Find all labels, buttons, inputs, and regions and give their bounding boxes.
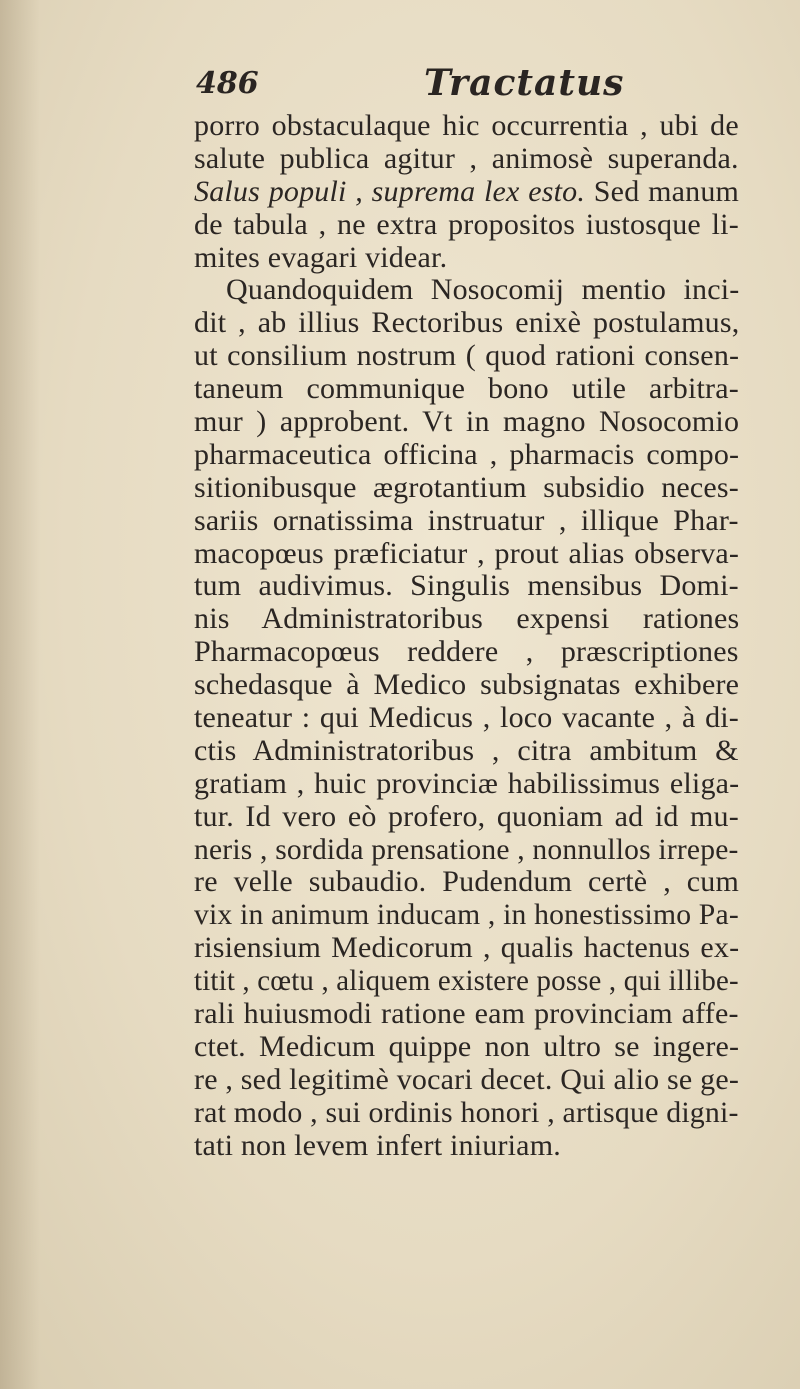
line-text: re velle subaudio. Pudendum certè , cum (194, 865, 740, 899)
text-line (194, 274, 739, 307)
line-text: sariis ornatissima instruatur , illique Phar- (194, 503, 739, 537)
line-text: ctet. Medicum quippe non ultro se ingere- (194, 1029, 740, 1063)
text-line (194, 669, 739, 702)
text-line (194, 472, 739, 505)
body-text (194, 110, 739, 1163)
line-text: tur. Id vero eò profero, quoniam ad id mu- (194, 799, 739, 833)
text-line (194, 373, 739, 406)
text-line (194, 570, 739, 603)
text-line (194, 110, 739, 143)
text-line (194, 735, 739, 768)
line-text: sitionibusque ægrotantium subsidio neces- (194, 470, 740, 504)
page-header (196, 60, 726, 110)
text-line (194, 832, 739, 867)
text-line (194, 406, 739, 439)
binding-shadow (0, 0, 40, 1389)
line-text: re , sed legitimè vocari decet. Qui alio se ge- (194, 1062, 740, 1096)
running-title: Tractatus (424, 62, 625, 104)
line-text: dit , ab illius Rectoribus enixè postulamus, (194, 306, 740, 340)
line-text: Quandoquidem Nosocomij mentio inci- (226, 273, 740, 307)
text-line (194, 898, 739, 932)
line-text: rat modo , sui ordinis honori , artisque digni- (194, 1095, 739, 1129)
line-text: rali huiusmodi ratione eam provinciam affe- (194, 997, 739, 1031)
text-line (194, 768, 739, 801)
italic-quote: Salus populi , suprema lex esto. (194, 174, 586, 208)
line-text: risiensium Medicorum , qualis hactenus ex- (194, 931, 740, 965)
text-line (194, 636, 739, 669)
line-text: taneum communique bono utile arbitra- (194, 372, 739, 406)
line-text: mur ) approbent. Vt in magno Nosocomio (194, 405, 740, 439)
line-text: mites evagari videar. (194, 240, 448, 274)
line-text: tati non levem infert iniuriam. (194, 1128, 561, 1162)
line-text: macopœus præficiatur , prout alias observa- (194, 536, 740, 570)
line-text: nis Administratoribus expensi rationes (194, 602, 740, 636)
line-text: schedasque à Medico subsignatas exhibere (194, 668, 740, 702)
line-text: de tabula , ne extra propositos iustosque li- (194, 207, 739, 241)
line-text: pharmaceutica officina , pharmacis compo- (194, 437, 740, 471)
line-text: Sed manum (585, 174, 740, 208)
line-text: ctis Administratoribus , citra ambitum & (194, 733, 739, 767)
text-line (194, 439, 739, 472)
text-line (194, 340, 739, 373)
text-line (194, 603, 739, 636)
line-text: titit , cœtu , aliquem existere posse , qui illibe- (194, 964, 739, 998)
text-line (194, 538, 739, 571)
text-line (194, 176, 739, 209)
line-text: ut consilium nostrum ( quod rationi consen- (194, 339, 740, 373)
line-text: salute publica agitur , animosè superanda. (194, 141, 739, 175)
text-line (194, 998, 739, 1031)
text-line (194, 307, 739, 340)
text-line (194, 209, 739, 242)
text-line (194, 505, 739, 538)
text-line (194, 964, 739, 998)
line-text: teneatur : qui Medicus , loco vacante , à di- (194, 701, 739, 735)
line-text: vix in animum inducam , in honestissimo Pa- (194, 898, 739, 932)
text-line (194, 702, 739, 735)
text-line (194, 143, 739, 176)
page-number: 486 (196, 66, 259, 101)
text-line (194, 242, 739, 275)
line-text: porro obstaculaque hic occurrentia , ubi de (194, 109, 739, 142)
line-text: gratiam , huic provinciæ habilissimus eliga- (194, 766, 740, 800)
text-line (194, 866, 739, 899)
line-text: tum audivimus. Singulis mensibus Domi- (194, 569, 739, 603)
text-line (194, 1095, 739, 1130)
line-text: neris , sordida prensatione , nonnullos irrepe- (194, 832, 739, 866)
text-line (194, 1031, 739, 1064)
text-line (194, 801, 739, 834)
text-line (194, 932, 739, 965)
text-line (194, 1130, 739, 1163)
line-text: Pharmacopœus reddere , præscriptiones (194, 635, 739, 669)
text-line (194, 1064, 739, 1097)
